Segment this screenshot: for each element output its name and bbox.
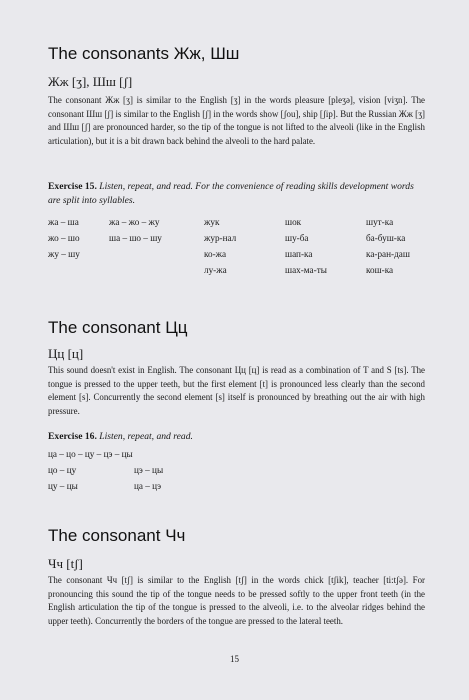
word-item: жо – шо [48,233,80,243]
word-item: жу – шу [48,249,80,259]
word-item: цо – цу [48,465,77,475]
exercise-16-heading [48,430,425,444]
word-item: ша – шо – шу [109,233,162,243]
exercise-15-col-4 [285,214,327,278]
word-item: шут-ка [366,217,394,227]
word-item: ко-жа [204,249,227,259]
word-item: ца – цэ [134,481,162,491]
word-item: жук [204,217,220,227]
word-item: ца – цо – цу – цэ – цы [48,449,133,459]
exercise-15-instruction: Listen, repeat, and read. For the convenience of reading skills development words are split into syllables. [48,181,414,206]
section-paragraph-zh-sh: The consonant Жж [ʒ] is similar to the English [ʒ] in the words pleasure [pleʒə], vision [viʒn]. The consonant Шш [ʃ] is similar to the English [ʃ] in the words show [ʃou], ship [ʃip]. But the Russian Жж [ʒ] and Шш [ʃ] are pronounced harder, so the tip of the tongue is not lifted to the alveoli (like in the English articulation), but it is a bit drawn back behind the alveoli to the hard palate. [48,95,425,146]
exercise-15-label: Exercise 15. [48,181,97,192]
exercise-16-label: Exercise 16. [48,431,97,442]
exercise-15-col-3 [204,214,236,278]
word-item: шу-ба [285,233,309,243]
exercise-16-instruction: Listen, repeat, and read. [99,431,193,442]
section-subtitle-ch: Чч [tʃ] [48,556,83,571]
word-item [134,446,163,462]
exercise-16-col-2 [134,446,163,494]
page-number: 15 [230,654,239,664]
word-item: ба-буш-ка [366,233,406,243]
word-item: цу – цы [48,481,78,491]
word-item: жур-нал [204,233,237,243]
word-item: шок [285,217,302,227]
section-paragraph-ch: The consonant Чч [tʃ] is similar to the English [tʃ] in the words chick [tʃik], teacher [ti:tʃə]. For pronouncing this sound the tip of the tongue needs to be pressed softly to the upper front teeth (in the English articulation the tip of the tongue is pressed to the alveoli, i.e. to the alveolar ridges behind the upper teeth). Concurrently the borders of the tongue are pressed to the lateral teeth. [48,575,425,626]
word-item: лу-жа [204,265,227,275]
word-item: ка-ран-даш [366,249,410,259]
section-title-zh-sh: The consonants Жж, Шш [48,44,240,63]
section-paragraph-ts: This sound doesn't exist in English. The consonant Цц [ц] is read as a combination of T and S [ts]. The tongue is pressed to the upper teeth, but the first element [t] is pronounced less clearly than the second element [s]. Concurrently the second element [s] itself is pronounced by breathing out the air with high pressure. [48,365,425,416]
exercise-15-col-2 [109,214,162,246]
section-subtitle-ts: Цц [ц] [48,346,84,361]
exercise-16-col-1 [48,446,133,494]
exercise-15-heading [48,180,425,208]
word-item: кош-ка [366,265,394,275]
word-item: шап-ка [285,249,313,259]
exercise-15-col-1 [48,214,80,262]
word-item: цэ – цы [134,465,164,475]
section-title-ch: The consonant Чч [48,526,186,545]
exercise-15-col-5 [366,214,410,278]
word-item: шах-ма-ты [285,265,327,275]
word-item: жа – жо – жу [109,217,160,227]
section-subtitle-zh-sh: Жж [ʒ], Шш [ʃ] [48,74,133,89]
word-item: жа – ша [48,217,79,227]
section-title-ts: The consonant Цц [48,318,188,337]
